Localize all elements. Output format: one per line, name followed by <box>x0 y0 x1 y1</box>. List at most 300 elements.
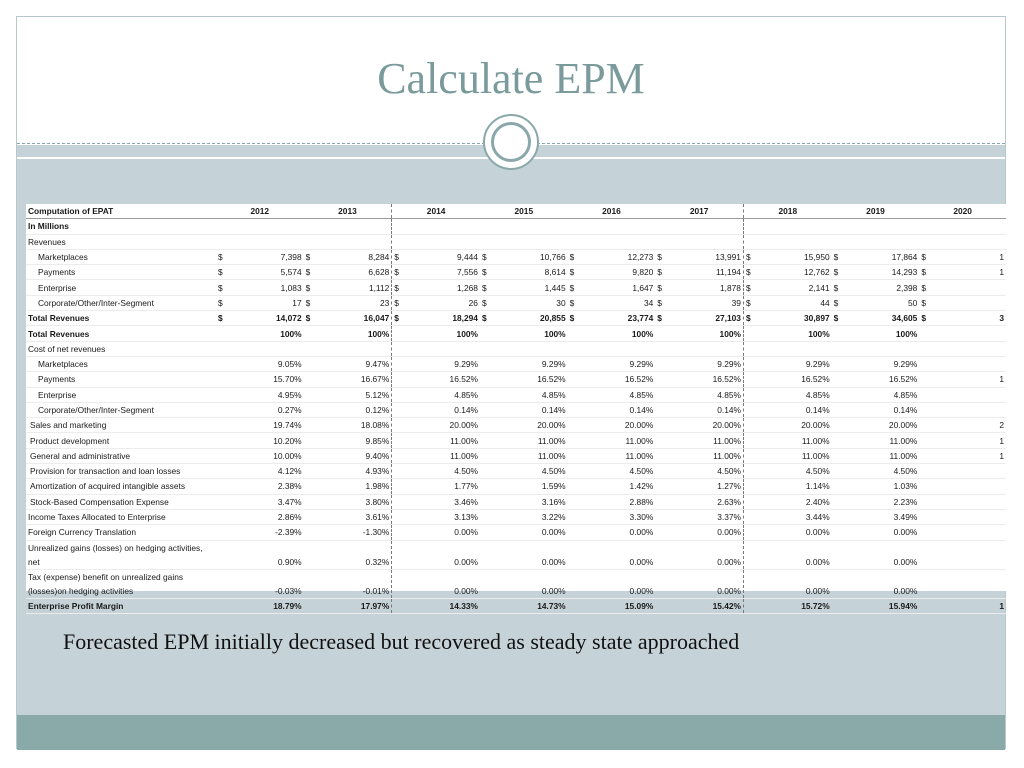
dollar-cell: $ <box>216 249 228 264</box>
value-cell: 3.37% <box>667 509 743 524</box>
dollar-cell <box>216 326 228 341</box>
table-row <box>26 280 1006 295</box>
dollar-cell <box>832 479 844 494</box>
dollar-cell: $ <box>304 265 316 280</box>
value-cell: 4.85% <box>667 387 743 402</box>
dollar-cell <box>568 479 580 494</box>
dollar-cell: $ <box>392 311 404 326</box>
value-cell: 1,268 <box>404 280 480 295</box>
value-cell: 16.52% <box>843 372 919 387</box>
dollar-cell <box>832 540 844 569</box>
dollar-cell <box>832 525 844 540</box>
value-cell: 11.00% <box>492 448 568 463</box>
dollar-cell <box>392 569 404 598</box>
value-cell: 1,647 <box>579 280 655 295</box>
value-cell <box>843 341 919 356</box>
epm-table-image <box>26 204 1006 611</box>
row-label: Enterprise <box>26 387 216 402</box>
value-cell: 4.50% <box>667 464 743 479</box>
dollar-cell: $ <box>655 265 667 280</box>
row-label: Total Revenues <box>26 311 216 326</box>
value-cell: 7,398 <box>228 249 304 264</box>
value-cell <box>931 387 1006 402</box>
dollar-cell: $ <box>392 280 404 295</box>
value-cell: 3.13% <box>404 509 480 524</box>
dollar-cell <box>392 448 404 463</box>
dollar-cell: $ <box>480 311 492 326</box>
value-cell: 2.38% <box>228 479 304 494</box>
year-header: 2013 <box>304 204 392 219</box>
dollar-cell <box>480 479 492 494</box>
dollar-cell <box>392 372 404 387</box>
value-cell: 14,293 <box>843 265 919 280</box>
value-cell: 15.70% <box>228 372 304 387</box>
dollar-cell <box>568 219 580 234</box>
value-cell <box>756 219 832 234</box>
dollar-cell <box>919 464 931 479</box>
dollar-cell <box>392 433 404 448</box>
table-row <box>26 418 1006 433</box>
dollar-cell <box>832 402 844 417</box>
row-label: General and administrative <box>26 448 216 463</box>
value-cell <box>931 280 1006 295</box>
value-cell: 8,284 <box>315 249 391 264</box>
dollar-cell <box>568 448 580 463</box>
dollar-cell <box>480 219 492 234</box>
dollar-cell <box>832 464 844 479</box>
value-cell: -0.01% <box>315 569 391 598</box>
value-cell <box>228 234 304 249</box>
dollar-cell: $ <box>832 280 844 295</box>
value-cell: 34,605 <box>843 311 919 326</box>
value-cell <box>931 569 1006 598</box>
value-cell: 2,398 <box>843 280 919 295</box>
value-cell: 14,072 <box>228 311 304 326</box>
value-cell: 11.00% <box>492 433 568 448</box>
value-cell: -2.39% <box>228 525 304 540</box>
value-cell: 9.29% <box>492 356 568 371</box>
value-cell: 4.85% <box>579 387 655 402</box>
value-cell: 3.16% <box>492 494 568 509</box>
dollar-cell <box>655 219 667 234</box>
value-cell: 16,047 <box>315 311 391 326</box>
dollar-cell <box>304 418 316 433</box>
table-row <box>26 356 1006 371</box>
value-cell: 1.59% <box>492 479 568 494</box>
dollar-cell <box>655 326 667 341</box>
value-cell: 30,897 <box>756 311 832 326</box>
dollar-cell <box>216 479 228 494</box>
value-cell: 1,445 <box>492 280 568 295</box>
value-cell <box>579 219 655 234</box>
value-cell <box>756 234 832 249</box>
dollar-cell <box>480 402 492 417</box>
dollar-cell <box>480 598 492 613</box>
dollar-cell <box>743 219 755 234</box>
dollar-cell <box>832 356 844 371</box>
dollar-cell <box>392 387 404 402</box>
value-cell <box>931 219 1006 234</box>
dollar-cell <box>655 234 667 249</box>
dollar-cell <box>568 433 580 448</box>
value-cell: 11.00% <box>667 448 743 463</box>
value-cell: 20.00% <box>404 418 480 433</box>
dollar-cell: $ <box>480 265 492 280</box>
value-cell: 0.00% <box>843 540 919 569</box>
value-cell: 0.00% <box>756 569 832 598</box>
dollar-cell: $ <box>568 311 580 326</box>
dollar-cell <box>743 464 755 479</box>
dollar-cell <box>568 387 580 402</box>
dollar-cell <box>655 540 667 569</box>
dollar-cell: $ <box>392 295 404 310</box>
dollar-cell: $ <box>919 295 931 310</box>
value-cell: 11.00% <box>843 448 919 463</box>
dollar-cell <box>568 464 580 479</box>
value-cell: 17,864 <box>843 249 919 264</box>
value-cell: 0.14% <box>579 402 655 417</box>
dollar-cell <box>743 540 755 569</box>
value-cell: -1.30% <box>315 525 391 540</box>
dollar-cell: $ <box>743 295 755 310</box>
dollar-cell <box>919 448 931 463</box>
value-cell <box>667 219 743 234</box>
dollar-cell <box>392 219 404 234</box>
dollar-cell: $ <box>216 311 228 326</box>
year-header: 2015 <box>480 204 568 219</box>
dollar-cell <box>216 356 228 371</box>
value-cell: 12,273 <box>579 249 655 264</box>
dollar-cell <box>304 569 316 598</box>
value-cell: 4.85% <box>492 387 568 402</box>
value-cell <box>931 464 1006 479</box>
value-cell: 3.46% <box>404 494 480 509</box>
dollar-cell: $ <box>743 311 755 326</box>
value-cell: 0.14% <box>843 402 919 417</box>
slide-title: Calculate EPM <box>377 54 645 103</box>
value-cell: 23 <box>315 295 391 310</box>
value-cell: 4.50% <box>404 464 480 479</box>
dollar-cell <box>392 341 404 356</box>
dollar-cell <box>655 433 667 448</box>
dollar-cell: $ <box>568 265 580 280</box>
value-cell: 4.12% <box>228 464 304 479</box>
value-cell: 9.29% <box>579 356 655 371</box>
value-cell: 11.00% <box>667 433 743 448</box>
row-label: Corporate/Other/Inter-Segment <box>26 295 216 310</box>
value-cell: 16.52% <box>756 372 832 387</box>
value-cell <box>931 356 1006 371</box>
dollar-cell <box>392 326 404 341</box>
value-cell: 17.97% <box>315 598 391 613</box>
dollar-cell <box>655 464 667 479</box>
value-cell: 2 <box>931 418 1006 433</box>
dollar-cell <box>743 372 755 387</box>
dollar-cell <box>919 387 931 402</box>
dollar-cell: $ <box>832 249 844 264</box>
dollar-cell <box>919 598 931 613</box>
table-row <box>26 433 1006 448</box>
value-cell: 0.90% <box>228 540 304 569</box>
value-cell: 9.29% <box>756 356 832 371</box>
dollar-cell <box>216 509 228 524</box>
dollar-cell <box>480 494 492 509</box>
dollar-cell <box>655 494 667 509</box>
dollar-cell <box>655 341 667 356</box>
value-cell <box>931 326 1006 341</box>
dollar-cell: $ <box>568 249 580 264</box>
value-cell: 2.63% <box>667 494 743 509</box>
row-label: Marketplaces <box>26 356 216 371</box>
dollar-cell <box>919 509 931 524</box>
dollar-cell: $ <box>568 280 580 295</box>
dollar-cell <box>216 418 228 433</box>
dollar-cell <box>655 372 667 387</box>
dollar-cell <box>568 598 580 613</box>
dollar-cell <box>832 494 844 509</box>
dollar-cell: $ <box>304 280 316 295</box>
dollar-cell <box>655 418 667 433</box>
footer-band <box>17 715 1005 750</box>
dollar-cell: $ <box>743 280 755 295</box>
dollar-cell <box>392 402 404 417</box>
dollar-cell <box>743 569 755 598</box>
value-cell: 18.79% <box>228 598 304 613</box>
value-cell: 5,574 <box>228 265 304 280</box>
year-header: 2016 <box>568 204 656 219</box>
dollar-cell <box>480 326 492 341</box>
value-cell: 0.12% <box>315 402 391 417</box>
dollar-cell <box>216 464 228 479</box>
dollar-cell <box>832 219 844 234</box>
value-cell: 44 <box>756 295 832 310</box>
dollar-cell <box>832 509 844 524</box>
dollar-cell <box>216 433 228 448</box>
dollar-cell: $ <box>832 295 844 310</box>
value-cell: 17 <box>228 295 304 310</box>
value-cell <box>579 234 655 249</box>
table-row <box>26 387 1006 402</box>
dollar-cell <box>304 433 316 448</box>
row-label: Total Revenues <box>26 326 216 341</box>
value-cell: 0.00% <box>579 569 655 598</box>
dollar-cell <box>919 356 931 371</box>
value-cell: 15.94% <box>843 598 919 613</box>
value-cell <box>315 234 391 249</box>
year-header: 2019 <box>832 204 920 219</box>
dollar-cell <box>216 372 228 387</box>
dollar-cell <box>392 494 404 509</box>
dollar-cell <box>743 525 755 540</box>
dollar-cell <box>743 341 755 356</box>
value-cell: 0.00% <box>756 525 832 540</box>
table-row <box>26 265 1006 280</box>
value-cell: 11.00% <box>756 448 832 463</box>
dollar-cell <box>216 402 228 417</box>
table-row <box>26 540 1006 569</box>
dollar-cell <box>392 479 404 494</box>
value-cell: 7,556 <box>404 265 480 280</box>
dollar-cell <box>392 525 404 540</box>
row-label: Enterprise Profit Margin <box>26 598 216 613</box>
dollar-cell <box>919 326 931 341</box>
row-label: Marketplaces <box>26 249 216 264</box>
value-cell: 2,141 <box>756 280 832 295</box>
dollar-cell: $ <box>743 249 755 264</box>
value-cell: 15.72% <box>756 598 832 613</box>
value-cell: 14.73% <box>492 598 568 613</box>
row-label: Corporate/Other/Inter-Segment <box>26 402 216 417</box>
value-cell <box>667 234 743 249</box>
table-row <box>26 249 1006 264</box>
dollar-cell <box>655 598 667 613</box>
value-cell: 100% <box>228 326 304 341</box>
value-cell: 15.09% <box>579 598 655 613</box>
value-cell: 19.74% <box>228 418 304 433</box>
dollar-cell <box>216 234 228 249</box>
value-cell: 100% <box>404 326 480 341</box>
dollar-cell <box>304 372 316 387</box>
dollar-cell <box>655 525 667 540</box>
dollar-cell <box>392 464 404 479</box>
value-cell: 4.85% <box>404 387 480 402</box>
dollar-cell <box>392 509 404 524</box>
value-cell: 0.00% <box>404 540 480 569</box>
value-cell <box>492 219 568 234</box>
value-cell: 100% <box>579 326 655 341</box>
value-cell: 9,820 <box>579 265 655 280</box>
value-cell <box>931 494 1006 509</box>
value-cell: 4.85% <box>843 387 919 402</box>
table-row <box>26 326 1006 341</box>
value-cell: 0.14% <box>492 402 568 417</box>
table-row <box>26 569 1006 598</box>
row-label: Income Taxes Allocated to Enterprise <box>26 509 216 524</box>
value-cell: 2.88% <box>579 494 655 509</box>
dollar-cell <box>480 464 492 479</box>
dollar-cell: $ <box>392 249 404 264</box>
value-cell: 0.27% <box>228 402 304 417</box>
dollar-cell <box>304 356 316 371</box>
dollar-cell <box>480 525 492 540</box>
dollar-cell <box>216 525 228 540</box>
dollar-cell <box>919 433 931 448</box>
dollar-cell <box>304 479 316 494</box>
dollar-cell <box>655 356 667 371</box>
value-cell: 20.00% <box>756 418 832 433</box>
table-row <box>26 464 1006 479</box>
epm-table <box>26 204 1006 614</box>
dollar-cell <box>919 540 931 569</box>
dollar-cell <box>216 219 228 234</box>
value-cell <box>404 219 480 234</box>
dollar-cell: $ <box>304 249 316 264</box>
dollar-cell <box>919 418 931 433</box>
dollar-cell <box>832 387 844 402</box>
value-cell <box>843 234 919 249</box>
dollar-cell <box>568 341 580 356</box>
dollar-cell <box>832 448 844 463</box>
value-cell: 1 <box>931 265 1006 280</box>
value-cell: 5.12% <box>315 387 391 402</box>
value-cell: 0.00% <box>756 540 832 569</box>
value-cell: 9.29% <box>843 356 919 371</box>
value-cell: 0.32% <box>315 540 391 569</box>
value-cell <box>931 540 1006 569</box>
dollar-cell: $ <box>655 280 667 295</box>
value-cell: 0.00% <box>492 569 568 598</box>
value-cell: 2.23% <box>843 494 919 509</box>
dollar-cell <box>304 341 316 356</box>
value-cell: 0.00% <box>843 569 919 598</box>
dollar-cell <box>919 569 931 598</box>
dollar-cell <box>480 387 492 402</box>
value-cell: 1.42% <box>579 479 655 494</box>
value-cell: 1.14% <box>756 479 832 494</box>
dollar-cell <box>480 356 492 371</box>
dollar-cell <box>655 402 667 417</box>
value-cell: 100% <box>492 326 568 341</box>
value-cell: 0.00% <box>404 569 480 598</box>
value-cell: 4.95% <box>228 387 304 402</box>
value-cell: 20,855 <box>492 311 568 326</box>
value-cell <box>667 341 743 356</box>
dollar-cell <box>304 234 316 249</box>
dollar-cell <box>568 569 580 598</box>
value-cell: 9.40% <box>315 448 391 463</box>
row-label: Payments <box>26 372 216 387</box>
value-cell <box>931 402 1006 417</box>
dollar-cell <box>392 598 404 613</box>
dollar-cell: $ <box>655 295 667 310</box>
dollar-cell <box>304 464 316 479</box>
value-cell: 16.52% <box>667 372 743 387</box>
dollar-cell <box>919 525 931 540</box>
dollar-cell <box>832 234 844 249</box>
value-cell: 20.00% <box>667 418 743 433</box>
row-label: Unrealized gains (losses) on hedging activities, net <box>26 540 216 569</box>
value-cell: 3.80% <box>315 494 391 509</box>
value-cell: 1.03% <box>843 479 919 494</box>
dollar-cell: $ <box>832 311 844 326</box>
dollar-cell <box>655 448 667 463</box>
dollar-cell <box>480 509 492 524</box>
value-cell: 50 <box>843 295 919 310</box>
table-row <box>26 525 1006 540</box>
dollar-cell <box>655 479 667 494</box>
value-cell: 1 <box>931 433 1006 448</box>
dollar-cell <box>568 540 580 569</box>
dollar-cell <box>304 448 316 463</box>
value-cell: 2.86% <box>228 509 304 524</box>
dollar-cell: $ <box>655 311 667 326</box>
value-cell: 3.22% <box>492 509 568 524</box>
value-cell <box>843 219 919 234</box>
dollar-cell: $ <box>216 295 228 310</box>
row-label: Payments <box>26 265 216 280</box>
dollar-cell <box>568 418 580 433</box>
dollar-cell <box>832 372 844 387</box>
value-cell: 0.00% <box>492 540 568 569</box>
dollar-cell: $ <box>919 265 931 280</box>
value-cell: 10,766 <box>492 249 568 264</box>
value-cell: 9.85% <box>315 433 391 448</box>
value-cell: 15,950 <box>756 249 832 264</box>
dollar-cell <box>480 341 492 356</box>
value-cell: 0.00% <box>667 569 743 598</box>
value-cell: 4.50% <box>492 464 568 479</box>
value-cell: 10.20% <box>228 433 304 448</box>
